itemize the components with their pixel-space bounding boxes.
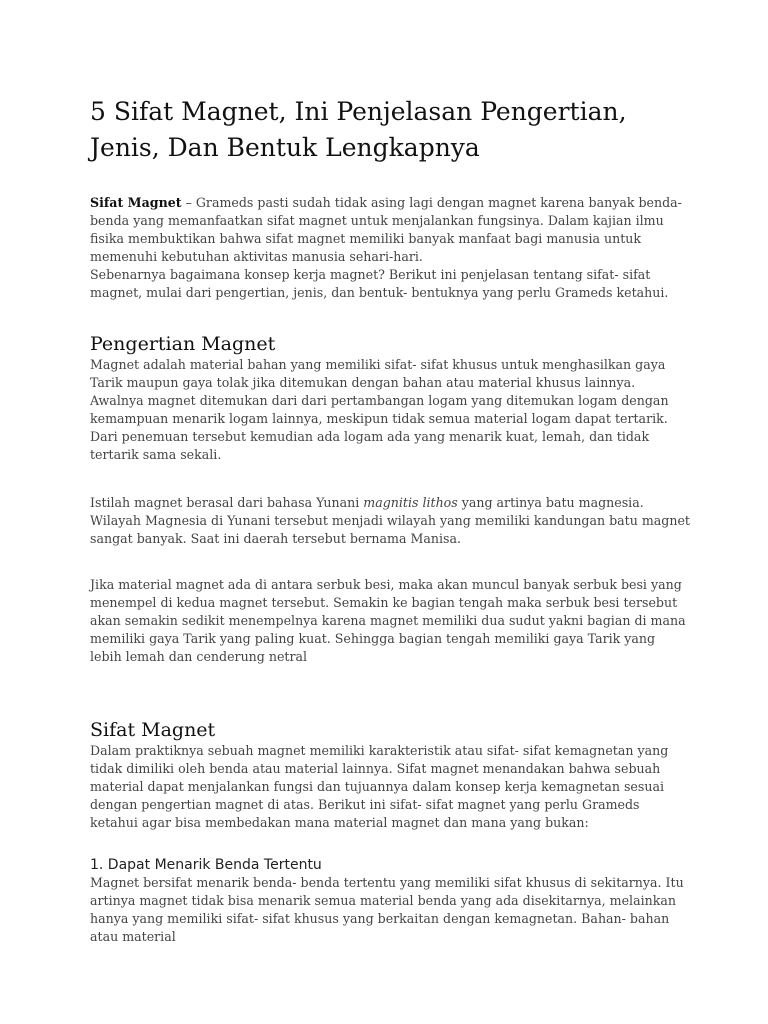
sifat-paragraph-1: Dalam praktiknya sebuah magnet memiliki karakteristik atau sifat- sifat kemagnetan yang tidak dimiliki oleh benda atau material lainnya. Sifat magnet menandakan bahwa sebuah material dapat menjalankan fungsi dan tujuannya dalam konsep kerja kemagnetan sesuai dengan pengertian magnet di atas. Berikut ini sifat- sifat magnet yang perlu Grameds ketahui agar bisa membedakan mana material magnet dan mana yang bukan: <box>90 743 669 830</box>
sifat-item-1-text: Magnet bersifat menarik benda- benda tertentu yang memiliki sifat khusus di sekitarnya. Itu artinya magnet tidak bisa menarik semua material benda yang ada disekitarnya, melainkan hanya yang memiliki sifat- sifat khusus yang berkaitan dengan kemagnetan. Bahan- bahan atau material <box>90 875 684 944</box>
pengertian-paragraph-2 <box>90 494 690 548</box>
section-heading-pengertian: Pengertian Magnet <box>90 333 276 355</box>
document-page <box>90 94 690 946</box>
intro-lead-bold: Sifat Magnet <box>90 195 182 210</box>
pengertian-paragraph-1: Magnet adalah material bahan yang memiliki sifat- sifat khusus untuk menghasilkan gaya Tarik maupun gaya tolak jika ditemukan dengan bahan atau material khusus lainnya. Awalnya magnet ditemukan dari dari pertambangan logam yang ditemukan logam dengan kemampuan menarik logam lainnya, meskipun tidak semua material logam dapat tertarik. Dari penemuan tersebut kemudian ada logam ada yang menarik kuat, lemah, dan tidak tertarik sama sekali. <box>90 357 669 462</box>
section-heading-sifat: Sifat Magnet <box>90 719 216 741</box>
sifat-item-1-heading: 1. Dapat Menarik Benda Tertentu <box>90 857 322 873</box>
intro-paragraph <box>90 194 690 266</box>
pengertian-p2-end: yang artinya batu magnesia. Wilayah Magnesia di Yunani tersebut menjadi wilayah yang memiliki kandungan batu magnet sangat banyak. Saat ini daerah tersebut bernama Manisa. <box>90 495 690 546</box>
intro-second-paragraph: Sebenarnya bagaimana konsep kerja magnet? Berikut ini penjelasan tentang sifat- sifat magnet, mulai dari pengertian, jenis, dan bentuk- bentuknya yang perlu Grameds ketahui. <box>90 267 669 300</box>
pengertian-p2-italic: magnitis lithos <box>363 495 458 510</box>
intro-lead-text: – Grameds pasti sudah tidak asing lagi dengan magnet karena banyak benda-benda yang memanfaatkan sifat magnet untuk menjalankan fungsinya. Dalam kajian ilmu fisika membuktikan bahwa sifat magnet memiliki banyak manfaat bagi manusia untuk memenuhi kebutuhan aktivitas manusia sehari-hari. <box>90 195 682 264</box>
pengertian-paragraph-3: Jika material magnet ada di antara serbuk besi, maka akan muncul banyak serbuk besi yang menempel di kedua magnet tersebut. Semakin ke bagian tengah maka serbuk besi tersebut akan semakin sedikit menempelnya karena magnet memiliki dua sudut yakni bagian di mana memiliki gaya Tarik yang paling kuat. Sehingga bagian tengah memiliki gaya Tarik yang lebih lemah dan cenderung netral <box>90 577 686 664</box>
page-title: 5 Sifat Magnet, Ini Penjelasan Pengertian, Jenis, Dan Bentuk Lengkapnya <box>90 97 627 162</box>
pengertian-p2-start: Istilah magnet berasal dari bahasa Yunani <box>90 495 364 510</box>
